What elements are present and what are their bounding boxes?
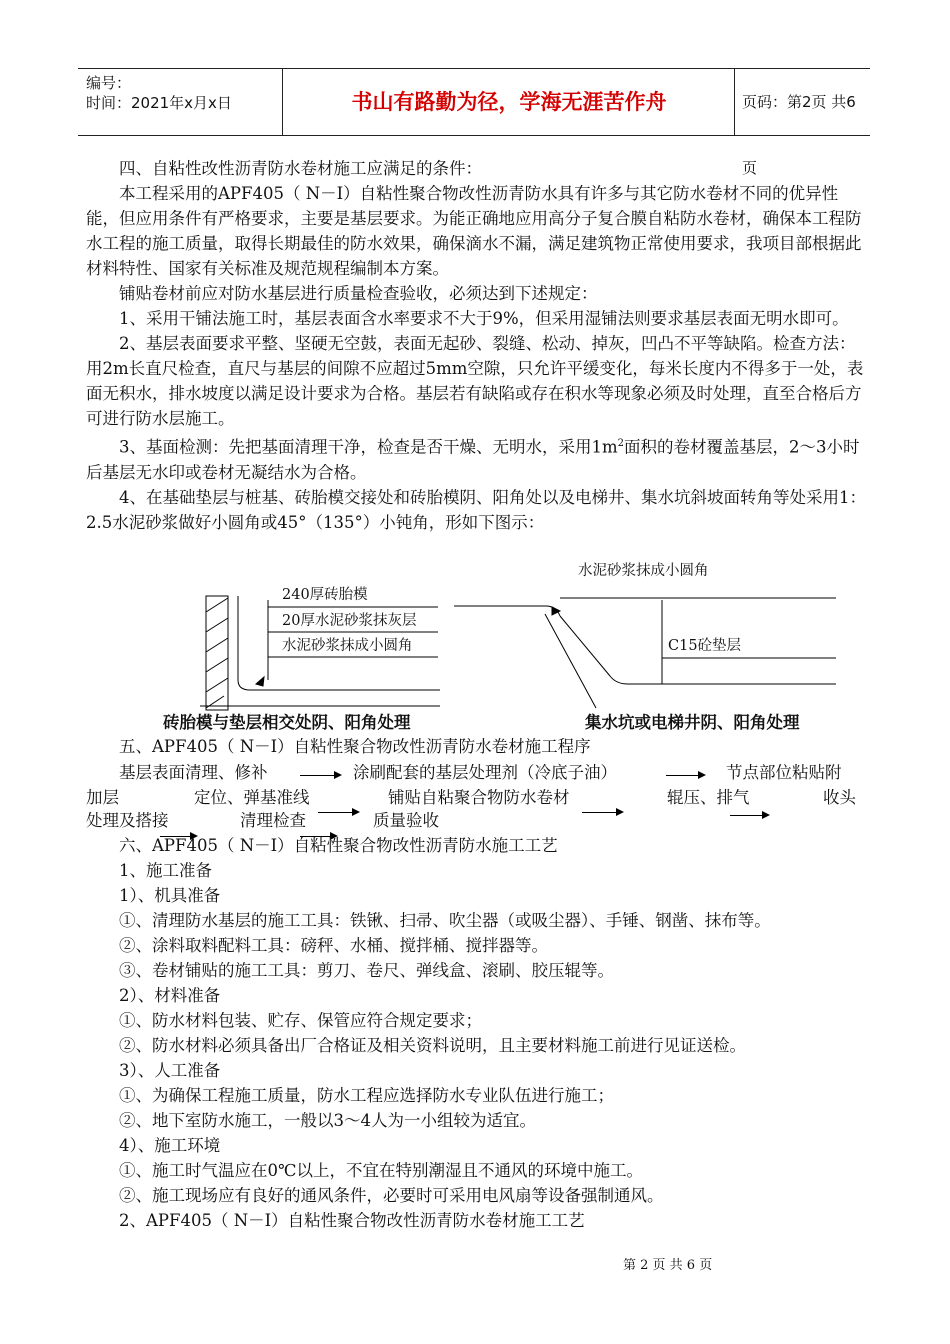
fillet-curve: [238, 680, 250, 690]
list-item: ①、施工时气温应在0℃以上，不宜在特别潮湿且不通风的环境中施工。: [119, 1161, 643, 1180]
flow-arrow: [666, 775, 704, 776]
process-step: 辊压、排气: [667, 788, 750, 807]
hatch: [206, 638, 228, 652]
number-label: 编号：: [86, 74, 132, 92]
hatch: [206, 678, 228, 692]
list-item: 2、基层表面要求平整、坚硬无空鼓，表面无起砂、裂缝、松动、掉灰，凹凸不平等缺陷。检查方法：用2m长直尺检查，直尺与基层的间隙不应超过5mm空隙，只允许平缓变化，每米长度内不得多于一处，表面无积水，排水坡度以满足设计要求为合格。基层若有缺陷或存在积水等现象必须及时处理，直至合格后方可进行防水层施工。: [86, 334, 864, 428]
flow-arrow: [300, 775, 340, 776]
hatch: [206, 618, 228, 632]
subheading: 3）、人工准备: [119, 1061, 221, 1080]
process-step: 处理及搭接: [86, 811, 169, 830]
process-step: 涂刷配套的基层处理剂（冷底子油）: [353, 763, 617, 782]
subheading: 1、施工准备: [119, 861, 212, 880]
paragraph: 铺贴卷材前应对防水基层进行质量检查验收，必须达到下述规定：: [119, 284, 598, 303]
time-label: 时间：2021年x月x日: [86, 94, 232, 112]
hatch: [206, 598, 228, 612]
flow-arrow: [318, 812, 358, 813]
process-step: 清理检查: [240, 811, 306, 830]
section-6-title: 六、APF405（ N－Ⅰ）自粘性聚合物改性沥青防水施工工艺: [119, 836, 558, 855]
process-step: 加层: [86, 788, 119, 807]
list-item-text: 面积的卷材覆盖基层，2～3小时后基层无水印或卷材无凝结水为合格。: [86, 437, 860, 482]
slope-line: [560, 616, 610, 676]
list-item: ①、防水材料包装、贮存、保管应符合规定要求；: [119, 1011, 482, 1030]
list-item: ①、为确保工程施工质量，防水工程应选择防水专业队伍进行施工；: [119, 1086, 614, 1105]
process-step: 节点部位粘贴附: [726, 763, 842, 782]
brick-mould: [206, 596, 228, 710]
process-step: 收头: [823, 788, 856, 807]
corner-curve: [610, 676, 628, 684]
flow-arrow: [582, 812, 622, 813]
diagram-label: 水泥砂浆抹成小圆角: [282, 638, 413, 654]
section-5-title: 五、APF405（ N－Ⅰ）自粘性聚合物改性沥青防水卷材施工程序: [119, 737, 591, 756]
process-step: 铺贴自粘聚合物防水卷材: [388, 788, 570, 807]
superscript: 2: [617, 438, 625, 449]
diagram-label: 20厚水泥砂浆抹灰层: [282, 613, 417, 629]
subheading: 2、APF405（ N－Ⅰ）自粘性聚合物改性沥青防水卷材施工工艺: [119, 1211, 585, 1230]
header-motto: 书山有路勤为径，学海无涯苦作舟: [351, 90, 667, 114]
subheading: 4）、施工环境: [119, 1136, 221, 1155]
section-6: [86, 833, 866, 1233]
process-step: 基层表面清理、修补: [119, 763, 268, 782]
paragraph: 本工程采用的APF405（ N－Ⅰ）自粘性聚合物改性沥青防水具有许多与其它防水卷材不同的优异性能，但应用条件有严格要求，主要是基层要求。为能正确地应用高分子复合膜自粘防水卷材，确保本工程防水工程的施工质量，取得长期最佳的防水效果，确保滴水不漏，满足建筑物正常使用要求，我项目部根据此材料特性、国家有关标准及规范规程编制本方案。: [86, 184, 862, 278]
diagram-caption: 砖胎模与垫层相交处阴、阳角处理: [163, 713, 411, 732]
hatch: [206, 658, 228, 672]
subheading: 2）、材料准备: [119, 986, 221, 1005]
diagram-caption: 集水坑或电梯井阴、阳角处理: [585, 713, 800, 732]
list-item: ②、地下室防水施工，一般以3～4人为一小组较为适宜。: [119, 1111, 536, 1130]
diagram-label: 240厚砖胎模: [282, 587, 368, 603]
pointer-arrow: [256, 677, 264, 686]
process-step: 定位、弹基准线: [194, 788, 310, 807]
list-item-text: 3、基面检测：先把基面清理干净，检查是否干燥、无明水，采用1m: [119, 437, 618, 457]
diagram-label: 水泥砂浆抹成小圆角: [578, 563, 709, 579]
diagram-label: C15砼垫层: [668, 638, 742, 654]
section-4-title: 四、自粘性改性沥青防水卷材施工应满足的条件：: [119, 159, 482, 178]
list-item: ②、涂料取料配料工具：磅秤、水桶、搅拌桶、搅拌器等。: [119, 936, 548, 955]
list-item: ①、清理防水基层的施工工具：铁锹、扫帚、吹尘器（或吸尘器）、手锤、钢凿、抹布等。: [119, 911, 771, 930]
list-item: 4、在基础垫层与桩基、砖胎模交接处和砖胎模阴、阳角处以及电梯井、集水坑斜坡面转角等处采用1：2.5水泥砂浆做好小圆角或45°（135°）小钝角，形如下图示：: [86, 487, 866, 532]
process-step: 质量验收: [373, 811, 439, 830]
list-item: ②、防水材料必须具备出厂合格证及相关资料说明，且主要材料施工前进行见证送检。: [119, 1036, 746, 1055]
list-item: ②、施工现场应有良好的通风条件，必要时可采用电风扇等设备强制通风。: [119, 1186, 664, 1205]
page-number-label: 页码：第2页 共6页: [742, 93, 856, 177]
page-footer: 第 2 页 共 6 页: [623, 1258, 713, 1273]
list-item: 1、采用干铺法施工时，基层表面含水率要求不大于9%，但采用湿铺法则要求基层表面无明水即可。: [119, 309, 849, 328]
subheading: 1）、机具准备: [119, 886, 221, 905]
list-item: ③、卷材铺贴的施工工具：剪刀、卷尺、弹线盒、滚刷、胶压辊等。: [119, 961, 614, 980]
flow-arrow: [730, 815, 768, 816]
